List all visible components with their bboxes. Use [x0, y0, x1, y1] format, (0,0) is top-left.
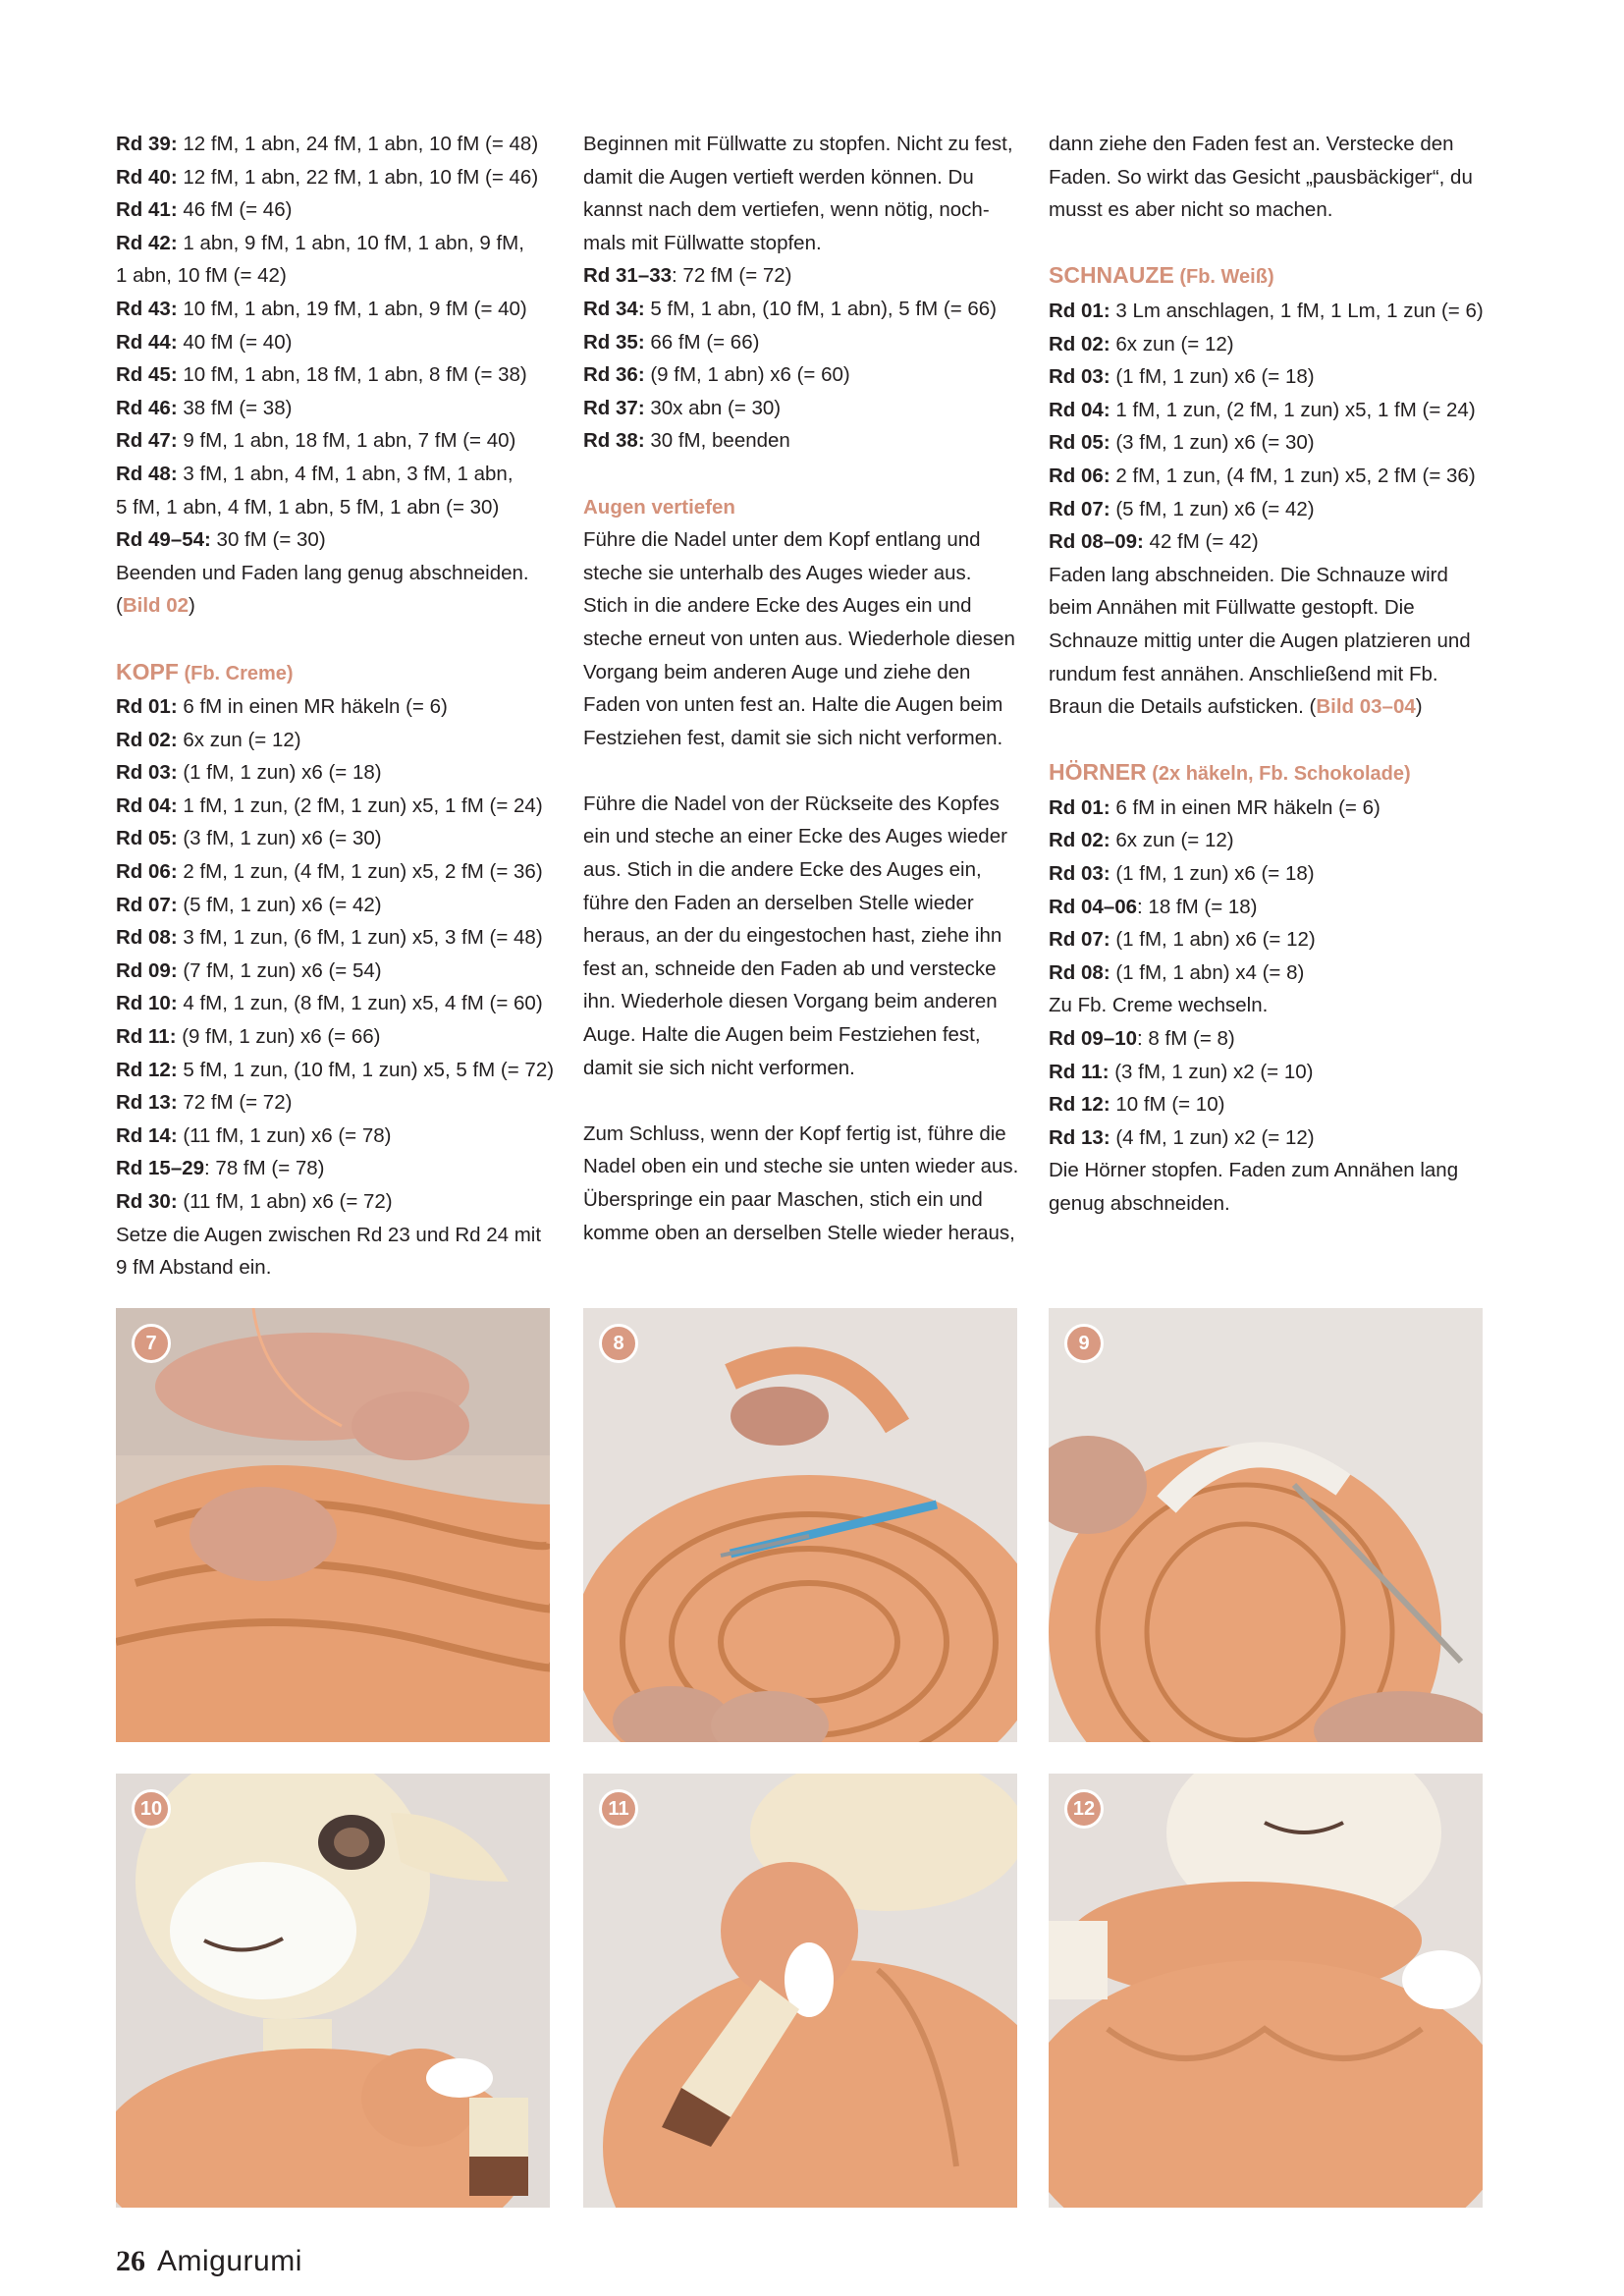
pattern-row: [116, 756, 548, 790]
row-text: Zu Fb. Creme wechseln.: [1049, 994, 1269, 1017]
row-label: Rd 34:: [583, 297, 645, 320]
photo-8-badge: 8: [599, 1324, 638, 1363]
text-line: [583, 919, 1015, 953]
row-label: Rd 06:: [116, 860, 178, 884]
pattern-row: [116, 790, 548, 823]
text-line: [583, 623, 1015, 656]
row-label: Rd 36:: [583, 363, 645, 387]
row-text: 10 fM, 1 abn, 19 fM, 1 abn, 9 fM (= 40): [177, 297, 527, 320]
row-text: 6x zun (= 12): [1110, 332, 1234, 355]
row-label: Rd 08:: [116, 926, 178, 950]
text-column-2: [583, 128, 1019, 1249]
row-label: Rd 42:: [116, 231, 178, 254]
pattern-row: [116, 1020, 548, 1054]
pattern-row: [1049, 824, 1481, 857]
pattern-row: [583, 293, 1015, 326]
row-text: damit sie sich nicht verformen.: [583, 1056, 855, 1079]
photo-11-image: [583, 1774, 1017, 2208]
text-line: [116, 589, 548, 623]
row-label: Rd 07:: [116, 893, 178, 916]
row-label: Rd 10:: [116, 992, 178, 1015]
pattern-row: [116, 193, 548, 227]
pattern-row: [1049, 923, 1481, 957]
row-label: Rd 46:: [116, 396, 178, 419]
text-line: [116, 1251, 548, 1285]
row-text: Führe die Nadel unter dem Kopf entlang und: [583, 528, 981, 552]
row-text: (3 fM, 1 zun) x6 (= 30): [1110, 431, 1315, 455]
row-text: führe den Faden an derselben Stelle wieder: [583, 891, 974, 914]
row-text: 42 fM (= 42): [1143, 530, 1259, 554]
photo-11: [583, 1774, 1017, 2208]
pattern-row: [116, 458, 548, 491]
row-text: 1 abn, 10 fM (= 42): [116, 264, 287, 288]
pattern-row: [1049, 1056, 1481, 1089]
row-text: Setze die Augen zwischen Rd 23 und Rd 24 mit: [116, 1223, 542, 1246]
text-line: [583, 656, 1015, 689]
paragraph-gap: [1049, 724, 1481, 757]
row-text: musst es aber nicht so machen.: [1049, 198, 1333, 222]
row-text: Beginnen mit Füllwatte zu stopfen. Nicht zu fest,: [583, 133, 1013, 155]
text-line: [1049, 989, 1481, 1022]
row-text: steche erneut von unten aus. Wiederhole diesen: [583, 627, 1015, 650]
row-text: Überspringe ein paar Maschen, stich ein und: [583, 1188, 983, 1211]
text-line: [116, 491, 548, 524]
row-label: Rd 44:: [116, 330, 178, 354]
image-reference: Bild 02: [122, 594, 189, 618]
row-text: (1 fM, 1 zun) x6 (= 18): [1110, 365, 1315, 389]
pattern-row: [583, 259, 1015, 293]
row-label: Rd 37:: [583, 396, 645, 419]
pattern-row: [1049, 460, 1481, 493]
section-heading: [1049, 756, 1481, 792]
row-text: 72 fM (= 72): [177, 1091, 293, 1115]
row-label: Rd 04:: [1049, 398, 1110, 421]
pattern-row: [583, 326, 1015, 359]
pattern-row: [116, 326, 548, 359]
row-text: Führe die Nadel von der Rückseite des Kopfes: [583, 792, 1000, 815]
row-text: Schnauze mittig unter die Augen platzieren und: [1049, 629, 1471, 652]
row-text: Faden. So wirkt das Gesicht „pausbäckiger“, du: [1049, 165, 1473, 189]
photo-9-image: [1049, 1308, 1483, 1742]
image-reference: Bild 03–04: [1316, 695, 1416, 719]
row-label: Rd 35:: [583, 330, 645, 354]
row-text: genug abschneiden.: [1049, 1192, 1230, 1215]
row-label: Rd 15–29: [116, 1157, 205, 1180]
row-text: fest an, schneide den Faden ab und verstecke: [583, 957, 997, 980]
text-line: [1049, 1154, 1481, 1187]
section-heading: [116, 656, 548, 691]
section-heading-subtitle: (2x häkeln, Fb. Schokolade): [1146, 763, 1411, 786]
row-text: 9 fM Abstand ein.: [116, 1256, 272, 1280]
pattern-row: [116, 1086, 548, 1120]
row-text: (5 fM, 1 zun) x6 (= 42): [177, 893, 382, 916]
row-text: 10 fM, 1 abn, 18 fM, 1 abn, 8 fM (= 38): [177, 363, 527, 387]
row-text: (3 fM, 1 zun) x2 (= 10): [1109, 1060, 1314, 1083]
text-line: [583, 523, 1015, 557]
row-text-after: ): [1415, 695, 1423, 719]
row-text: Beenden und Faden lang genug abschneiden.: [116, 561, 529, 584]
text-line: [583, 227, 1015, 260]
row-text: 4 fM, 1 zun, (8 fM, 1 zun) x5, 4 fM (= 60): [177, 992, 543, 1015]
text-line: [116, 1219, 548, 1252]
row-text: Braun die Details aufsticken. (: [1049, 695, 1317, 719]
row-text: : 8 fM (= 8): [1137, 1027, 1235, 1051]
text-line: [583, 887, 1015, 920]
row-label: Rd 12:: [116, 1058, 178, 1081]
text-line: [583, 953, 1015, 986]
row-text: 3 fM, 1 zun, (6 fM, 1 zun) x5, 3 fM (= 48): [177, 926, 543, 950]
text-column-3: [1049, 128, 1484, 1221]
pattern-row: [116, 1152, 548, 1185]
row-text: 5 fM, 1 abn, 4 fM, 1 abn, 5 fM, 1 abn (= 30): [116, 495, 500, 519]
photo-9-badge: 9: [1064, 1324, 1104, 1363]
pattern-row: [1049, 1088, 1481, 1121]
section-heading-title: SCHNAUZE: [1049, 262, 1174, 289]
row-text: (5 fM, 1 zun) x6 (= 42): [1110, 497, 1315, 520]
row-label: Rd 45:: [116, 363, 178, 387]
row-text: (4 fM, 1 zun) x2 (= 12): [1110, 1125, 1315, 1149]
pattern-row: [116, 1054, 555, 1087]
photo-12-image: [1049, 1774, 1483, 2208]
text-line: [583, 1217, 1015, 1250]
row-label: Rd 09:: [116, 958, 178, 982]
row-text: Faden von unten fest an. Halte die Augen beim: [583, 693, 1003, 717]
pattern-row: [116, 392, 548, 425]
row-text: 6x zun (= 12): [177, 728, 301, 751]
row-label: Rd 48:: [116, 462, 178, 485]
row-text: 6 fM in einen MR häkeln (= 6): [1110, 795, 1380, 819]
row-text: 5 fM, 1 zun, (10 fM, 1 zun) x5, 5 fM (= 72): [177, 1058, 555, 1081]
row-label: Rd 07:: [1049, 497, 1110, 520]
text-line: [583, 1183, 1015, 1217]
row-label: Rd 14:: [116, 1123, 178, 1147]
paragraph-gap: [583, 754, 1015, 788]
text-line: [583, 853, 1015, 887]
row-label: Rd 07:: [1049, 928, 1110, 952]
row-label: Rd 43:: [116, 297, 178, 320]
text-line: [583, 1018, 1015, 1052]
photo-10-badge: 10: [132, 1789, 171, 1829]
row-label: Rd 12:: [1049, 1093, 1110, 1117]
row-label: Rd 11:: [116, 1025, 177, 1049]
row-text: 2 fM, 1 zun, (4 fM, 1 zun) x5, 2 fM (= 36): [177, 860, 543, 884]
text-line: [583, 128, 1015, 161]
pattern-row: [116, 1185, 548, 1219]
text-line: [1049, 591, 1481, 625]
row-text: Festziehen fest, damit sie sich nicht verformen.: [583, 726, 1003, 749]
pattern-row: [116, 921, 548, 955]
section-heading: [1049, 259, 1481, 295]
row-text: 12 fM, 1 abn, 24 fM, 1 abn, 10 fM (= 48): [177, 133, 539, 155]
row-text: (7 fM, 1 zun) x6 (= 54): [177, 958, 382, 982]
row-label: Rd 01:: [1049, 795, 1110, 819]
row-label: Rd 49–54:: [116, 528, 211, 552]
pattern-row: [1049, 792, 1481, 825]
row-text: 2 fM, 1 zun, (4 fM, 1 zun) x5, 2 fM (= 36): [1110, 464, 1476, 487]
row-text: mals mit Füllwatte stopfen.: [583, 231, 822, 254]
row-text: 3 Lm anschlagen, 1 fM, 1 Lm, 1 zun (= 6): [1110, 299, 1484, 322]
row-text: 1 fM, 1 zun, (2 fM, 1 zun) x5, 1 fM (= 24): [177, 793, 543, 817]
row-text: 12 fM, 1 abn, 22 fM, 1 abn, 10 fM (= 46): [177, 165, 539, 189]
text-line: [1049, 128, 1481, 161]
row-label: Rd 05:: [1049, 431, 1110, 455]
row-text: : 18 fM (= 18): [1137, 895, 1258, 918]
text-line: [1049, 161, 1481, 194]
row-text: 9 fM, 1 abn, 18 fM, 1 abn, 7 fM (= 40): [177, 429, 516, 453]
text-line: [583, 557, 1015, 590]
row-text: Vorgang beim anderen Auge und ziehe den: [583, 660, 971, 683]
row-label: Rd 11:: [1049, 1060, 1110, 1083]
photo-8-image: [583, 1308, 1017, 1742]
pattern-row: [116, 358, 548, 392]
pattern-row: [116, 987, 548, 1020]
section-heading-title: KOPF: [116, 658, 179, 684]
row-label: Rd 05:: [116, 827, 178, 850]
pattern-row: [1049, 1121, 1481, 1155]
row-text: kannst nach dem vertiefen, wenn nötig, noch-: [583, 198, 990, 222]
pattern-row: [116, 1120, 548, 1153]
row-label: Rd 08–09:: [1049, 530, 1144, 554]
text-line: [116, 259, 548, 293]
row-text: (1 fM, 1 abn) x4 (= 8): [1110, 960, 1305, 984]
row-text: 3 fM, 1 abn, 4 fM, 1 abn, 3 fM, 1 abn,: [177, 462, 514, 485]
pattern-row: [1049, 957, 1481, 990]
page-footer: [116, 2245, 302, 2278]
row-label: Rd 13:: [1049, 1125, 1110, 1149]
text-line: [1049, 193, 1481, 227]
text-line: [116, 557, 548, 590]
photo-7-badge: 7: [132, 1324, 171, 1363]
text-line: [583, 985, 1015, 1018]
text-line: [583, 688, 1015, 722]
text-line: [1049, 1187, 1481, 1221]
row-text: (3 fM, 1 zun) x6 (= 30): [177, 827, 382, 850]
row-label: Rd 01:: [116, 695, 178, 719]
pattern-row: [116, 227, 548, 260]
magazine-name: Amigurumi: [157, 2245, 302, 2277]
row-text: aus. Stich in die andere Ecke des Auges ein,: [583, 858, 982, 882]
row-text: ein und steche an einer Ecke des Auges wieder: [583, 825, 1007, 848]
section-heading: [583, 491, 1015, 524]
pattern-row: [116, 424, 548, 458]
text-line: [1049, 658, 1481, 691]
pattern-row: [1049, 493, 1481, 526]
pattern-row: [1049, 426, 1481, 460]
row-label: Rd 08:: [1049, 960, 1110, 984]
pattern-row: [583, 358, 1015, 392]
row-text: 1 abn, 9 fM, 1 abn, 10 fM, 1 abn, 9 fM,: [177, 231, 524, 254]
row-text: damit die Augen vertieft werden können. Du: [583, 165, 974, 189]
row-label: Rd 02:: [1049, 332, 1110, 355]
pattern-row: [116, 128, 548, 161]
row-text: komme oben an derselben Stelle wieder heraus,: [583, 1221, 1015, 1244]
row-text: 30 fM, beenden: [644, 429, 790, 453]
text-line: [583, 788, 1015, 821]
row-label: Rd 06:: [1049, 464, 1110, 487]
row-text: 30 fM (= 30): [210, 528, 326, 552]
row-text: (11 fM, 1 zun) x6 (= 78): [177, 1123, 392, 1147]
pattern-row: [583, 424, 1015, 458]
row-text: Auge. Halte die Augen beim Festziehen fest,: [583, 1023, 981, 1047]
paragraph-gap: [116, 623, 548, 656]
pattern-row: [1049, 295, 1484, 328]
row-text: 6 fM in einen MR häkeln (= 6): [177, 695, 448, 719]
row-text: (11 fM, 1 abn) x6 (= 72): [177, 1190, 393, 1213]
row-text: dann ziehe den Faden fest an. Verstecke den: [1049, 133, 1454, 155]
row-label: Rd 31–33: [583, 264, 673, 288]
photo-10-image: [116, 1774, 550, 2208]
pattern-row: [116, 889, 548, 922]
pattern-row: [1049, 328, 1481, 361]
pattern-row: [116, 523, 548, 557]
pattern-row: [1049, 891, 1481, 924]
text-line: [583, 193, 1015, 227]
row-text: rundum fest annähen. Anschließend mit Fb.: [1049, 662, 1438, 685]
pattern-row: [116, 293, 548, 326]
row-text: Faden lang abschneiden. Die Schnauze wird: [1049, 563, 1448, 586]
pattern-row: [1049, 857, 1481, 891]
text-line: [583, 1118, 1015, 1151]
text-line: [1049, 690, 1481, 724]
pattern-row: [583, 392, 1015, 425]
row-label: Rd 04–06: [1049, 895, 1138, 918]
text-line: [583, 1150, 1019, 1183]
row-label: Rd 38:: [583, 429, 645, 453]
row-text: Zum Schluss, wenn der Kopf fertig ist, führe die: [583, 1121, 1006, 1145]
row-label: Rd 40:: [116, 165, 178, 189]
row-label: Rd 03:: [1049, 862, 1110, 886]
row-label: Rd 47:: [116, 429, 178, 453]
page-number: 26: [116, 2245, 145, 2277]
row-text: 40 fM (= 40): [177, 330, 293, 354]
row-text-after: ): [189, 594, 195, 618]
row-text: Die Hörner stopfen. Faden zum Annähen lang: [1049, 1159, 1459, 1182]
text-line: [583, 1052, 1015, 1085]
row-text: ihn. Wiederhole diesen Vorgang beim anderen: [583, 990, 998, 1013]
row-text: 66 fM (= 66): [644, 330, 760, 354]
paragraph-gap: [583, 1084, 1015, 1118]
row-label: Rd 39:: [116, 133, 178, 155]
text-line: [583, 722, 1015, 755]
section-heading-subtitle: (Fb. Creme): [178, 662, 294, 684]
row-text: (1 fM, 1 zun) x6 (= 18): [1110, 862, 1315, 886]
row-text: steche sie unterhalb des Auges wieder aus.: [583, 561, 972, 584]
pattern-row: [116, 690, 548, 724]
pattern-row: [116, 161, 548, 194]
photo-12: [1049, 1774, 1483, 2208]
row-text: 46 fM (= 46): [177, 198, 293, 222]
row-text: (9 fM, 1 zun) x6 (= 66): [176, 1025, 381, 1049]
row-label: Rd 01:: [1049, 299, 1110, 322]
row-label: Rd 30:: [116, 1190, 178, 1213]
pattern-row: [116, 724, 548, 757]
pattern-row: [1049, 525, 1481, 559]
row-text: 5 fM, 1 abn, (10 fM, 1 abn), 5 fM (= 66): [644, 297, 997, 320]
pattern-row: [1049, 360, 1481, 394]
row-text: (9 fM, 1 abn) x6 (= 60): [644, 363, 850, 387]
photo-7-image: [116, 1308, 550, 1742]
photo-11-badge: 11: [599, 1789, 638, 1829]
row-label: Rd 09–10: [1049, 1027, 1138, 1051]
text-line: [583, 161, 1015, 194]
section-heading-subtitle: (Fb. Weiß): [1173, 266, 1274, 289]
row-label: Rd 13:: [116, 1091, 178, 1115]
row-text: Stich in die andere Ecke des Auges ein und: [583, 594, 972, 618]
row-text: beim Annähen mit Füllwatte gestopft. Die: [1049, 596, 1415, 620]
text-line: [1049, 559, 1481, 592]
row-text: 10 fM (= 10): [1110, 1093, 1225, 1117]
row-text: 30x abn (= 30): [644, 396, 782, 419]
pattern-row: [1049, 394, 1481, 427]
row-text: 1 fM, 1 zun, (2 fM, 1 zun) x5, 1 fM (= 24): [1110, 398, 1476, 421]
photo-8: [583, 1308, 1017, 1742]
photo-9: [1049, 1308, 1483, 1742]
row-text: (: [116, 594, 123, 618]
row-label: Rd 03:: [116, 761, 178, 785]
row-text: 6x zun (= 12): [1110, 829, 1234, 852]
row-text: (1 fM, 1 abn) x6 (= 12): [1110, 928, 1316, 952]
photo-12-badge: 12: [1064, 1789, 1104, 1829]
row-text: (1 fM, 1 zun) x6 (= 18): [177, 761, 382, 785]
row-text: : 72 fM (= 72): [672, 264, 792, 288]
paragraph-gap: [1049, 227, 1481, 260]
row-label: Rd 04:: [116, 793, 178, 817]
row-label: Rd 02:: [1049, 829, 1110, 852]
text-line: [583, 820, 1015, 853]
text-line: [583, 589, 1015, 623]
pattern-row: [1049, 1022, 1481, 1056]
row-label: Rd 02:: [116, 728, 178, 751]
row-label: Rd 41:: [116, 198, 178, 222]
section-heading-title: HÖRNER: [1049, 759, 1147, 786]
row-text: 38 fM (= 38): [177, 396, 293, 419]
section-heading-title: Augen vertiefen: [583, 495, 735, 519]
text-line: [1049, 625, 1481, 658]
pattern-row: [116, 955, 548, 988]
paragraph-gap: [583, 458, 1015, 491]
photo-7: [116, 1308, 550, 1742]
row-label: Rd 03:: [1049, 365, 1110, 389]
pattern-row: [116, 822, 548, 855]
row-text: : 78 fM (= 78): [204, 1157, 325, 1180]
text-column-1: [116, 128, 555, 1285]
row-text: Nadel oben ein und steche sie unten wieder aus.: [583, 1155, 1019, 1178]
photo-10: [116, 1774, 550, 2208]
row-text: heraus, an der du eingestochen hast, ziehe ihn: [583, 924, 1002, 948]
pattern-row: [116, 855, 548, 889]
